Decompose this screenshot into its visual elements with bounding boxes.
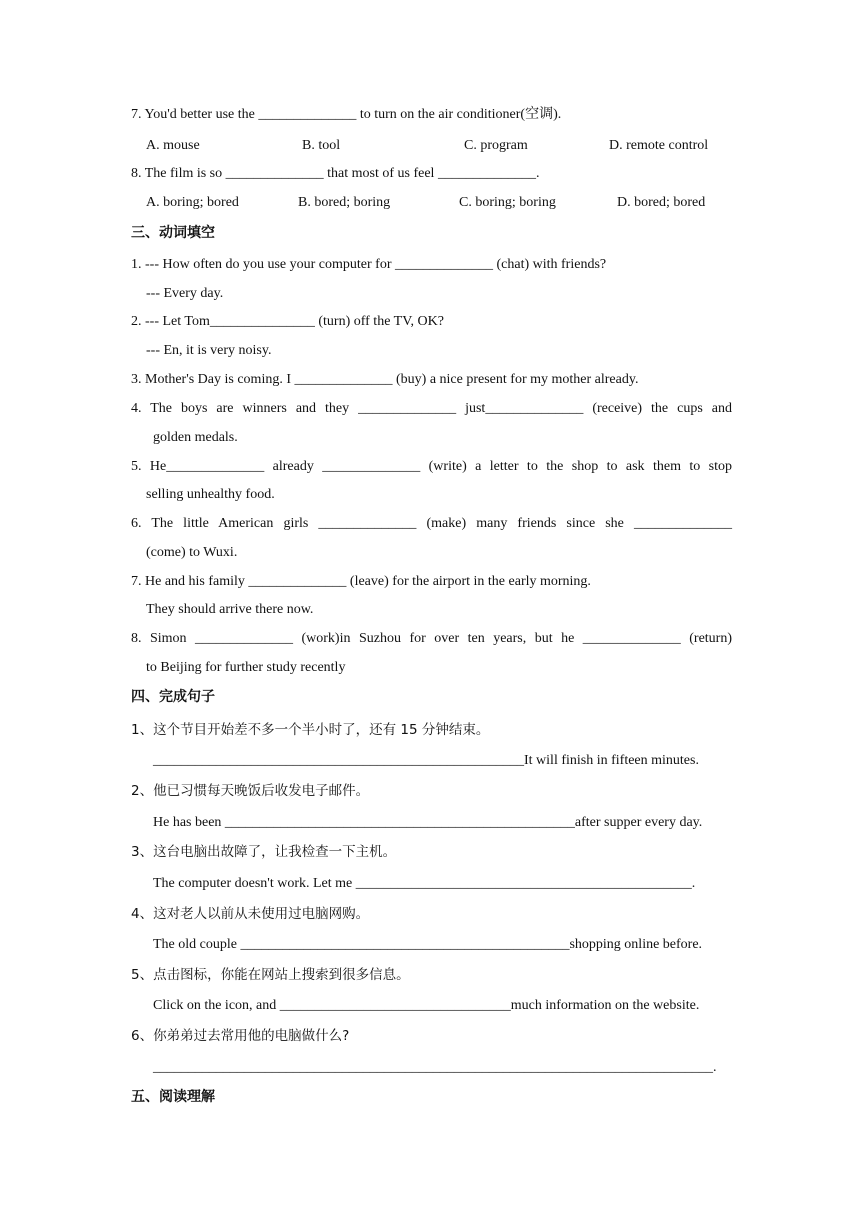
q7-option-a: A. mouse bbox=[146, 138, 200, 153]
s3-line-14: 8. Simon ______________ (work)in Suzhou for over ten years, but he ______________ (return) bbox=[131, 631, 732, 646]
question-8: 8. The film is so ______________ that most of us feel ______________. bbox=[131, 166, 540, 181]
q7-option-d: D. remote control bbox=[609, 138, 709, 153]
s3-line-5: 3. Mother's Day is coming. I ______________ (buy) a nice present for my mother already. bbox=[131, 372, 639, 387]
s3-line-1: 1. --- How often do you use your computer for ______________ (chat) with friends? bbox=[131, 257, 607, 272]
s4-item-3-en: The computer doesn't work. Let me ________________________________________________. bbox=[153, 876, 696, 891]
s4-item-2-en: He has been __________________________________________________after supper every day. bbox=[153, 815, 703, 830]
s4-item-4-en: The old couple _______________________________________________shopping online before. bbox=[153, 937, 703, 952]
s4-item-6-en: ________________________________________________________________________________. bbox=[153, 1060, 717, 1075]
s4-item-2-cn: 2、他已习惯每天晚饭后收发电子邮件。 bbox=[131, 783, 370, 799]
q7-option-b: B. tool bbox=[302, 138, 341, 153]
section-3-heading: 三、动词填空 bbox=[131, 225, 215, 241]
s4-item-5-cn: 5、点击图标，你能在网站上搜索到很多信息。 bbox=[131, 967, 410, 983]
section-5-heading: 五、阅读理解 bbox=[131, 1089, 215, 1105]
s3-line-11: (come) to Wuxi. bbox=[146, 545, 238, 560]
s4-item-5-en: Click on the icon, and _________________________________much information on the website. bbox=[153, 998, 700, 1013]
s4-item-1-cn: 1、这个节目开始差不多一个半小时了，还有 15 分钟结束。 bbox=[131, 722, 490, 738]
s3-line-9: selling unhealthy food. bbox=[146, 487, 275, 502]
question-7: 7. You'd better use the ______________ to turn on the air conditioner(空调). bbox=[131, 107, 562, 122]
s3-line-13: They should arrive there now. bbox=[146, 602, 314, 617]
q8-option-b: B. bored; boring bbox=[298, 195, 391, 210]
s3-line-7: golden medals. bbox=[153, 430, 238, 445]
section-4-heading: 四、完成句子 bbox=[131, 689, 215, 705]
s3-line-15: to Beijing for further study recently bbox=[146, 660, 346, 675]
s4-item-6-cn: 6、你弟弟过去常用他的电脑做什么? bbox=[131, 1028, 350, 1044]
q8-option-c: C. boring; boring bbox=[459, 195, 556, 210]
s3-line-8: 5. He______________ already ______________ (write) a letter to the shop to ask them to stop bbox=[131, 459, 732, 474]
q7-option-c: C. program bbox=[464, 138, 528, 153]
s3-line-3: 2. --- Let Tom_______________ (turn) off the TV, OK? bbox=[131, 314, 444, 329]
s3-line-2: --- Every day. bbox=[146, 286, 224, 301]
q8-option-d: D. bored; bored bbox=[617, 195, 706, 210]
q8-option-a: A. boring; bored bbox=[146, 195, 239, 210]
s3-line-10: 6. The little American girls ______________ (make) many friends since she ______________ bbox=[131, 516, 732, 531]
s4-item-4-cn: 4、这对老人以前从未使用过电脑网购。 bbox=[131, 906, 370, 922]
s3-line-12: 7. He and his family ______________ (leave) for the airport in the early morning. bbox=[131, 574, 591, 589]
s4-item-3-cn: 3、这台电脑出故障了，让我检查一下主机。 bbox=[131, 844, 397, 860]
s3-line-4: --- En, it is very noisy. bbox=[146, 343, 272, 358]
s3-line-6: 4. The boys are winners and they ______________ just______________ (receive) the cups and bbox=[131, 401, 732, 416]
s4-item-1-en: _____________________________________________________It will finish in fifteen minutes. bbox=[153, 753, 699, 768]
